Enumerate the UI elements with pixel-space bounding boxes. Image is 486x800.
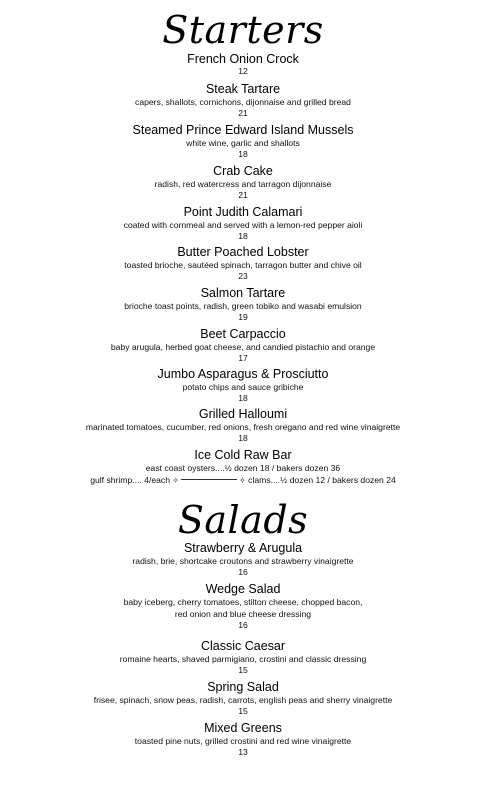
menu-item	[0, 245, 486, 282]
raw-bar-item	[0, 448, 486, 487]
item-price: 21	[238, 108, 248, 118]
item-name: French Onion Crock	[187, 52, 299, 66]
item-name: Classic Caesar	[200, 639, 286, 653]
menu-item	[0, 680, 486, 717]
item-name: Point Judith Calamari	[183, 205, 303, 219]
raw-bar-oysters: east coast oysters....½ dozen 18 / bakers dozen 36	[145, 463, 341, 473]
item-price: 18	[238, 149, 248, 159]
item-description: capers, shallots, cornichons, dijonnaise and grilled bread	[135, 97, 351, 107]
item-description: white wine, garlic and shallots	[186, 138, 300, 148]
item-price: 21	[238, 190, 248, 200]
item-description-line2: red onion and blue cheese dressing	[174, 609, 312, 619]
item-price: 19	[238, 312, 248, 322]
item-name: Ice Cold Raw Bar	[194, 448, 292, 462]
menu-item	[0, 52, 486, 77]
menu-item	[0, 721, 486, 758]
item-price: 15	[238, 706, 248, 716]
item-name: Steamed Prince Edward Island Mussels	[132, 123, 354, 137]
item-description: romaine hearts, shaved parmigiano, crostini and classic dressing	[119, 654, 367, 664]
item-price: 18	[238, 393, 248, 403]
item-price: 18	[238, 433, 248, 443]
starters-title: Starters	[162, 8, 324, 52]
salads-title: Salads	[177, 498, 309, 542]
menu-item	[0, 541, 486, 578]
item-price: 15	[238, 665, 248, 675]
item-description: baby iceberg, cherry tomatoes, stilton cheese, chopped bacon,	[123, 597, 363, 607]
item-name: Butter Poached Lobster	[177, 245, 309, 259]
raw-bar-shrimp: gulf shrimp.... 4/each	[90, 475, 170, 485]
divider	[181, 479, 237, 480]
sparkle-icon: ✧	[239, 476, 246, 485]
raw-bar-clams: clams....½ dozen 12 / bakers dozen 24	[248, 475, 396, 485]
item-description: marinated tomatoes, cucumber, red onions, fresh oregano and red wine vinaigrette	[85, 422, 401, 432]
menu-item	[0, 367, 486, 404]
sparkle-icon: ✧	[172, 476, 180, 485]
item-name: Mixed Greens	[204, 721, 282, 735]
item-description: radish, brie, shortcake croutons and strawberry vinaigrette	[132, 556, 354, 566]
menu-item	[0, 639, 486, 676]
item-price: 16	[238, 620, 248, 630]
item-name: Beet Carpaccio	[200, 327, 286, 341]
menu-item	[0, 582, 486, 631]
menu-item	[0, 286, 486, 323]
item-name: Strawberry & Arugula	[183, 541, 303, 555]
menu-item	[0, 205, 486, 242]
item-description: radish, red watercress and tarragon dijonnaise	[154, 179, 332, 189]
item-name: Steak Tartare	[205, 82, 281, 96]
item-description: toasted brioche, sautéed spinach, tarragon butter and chive oil	[124, 260, 362, 270]
item-description: coated with cornmeal and served with a lemon-red pepper aioli	[123, 220, 363, 230]
item-description: frisee, spinach, snow peas, radish, carrots, english peas and sherry vinaigrette	[93, 695, 393, 705]
item-name: Spring Salad	[207, 680, 279, 694]
item-price: 16	[238, 567, 248, 577]
menu-item	[0, 82, 486, 119]
item-price: 23	[238, 271, 248, 281]
item-name: Wedge Salad	[205, 582, 281, 596]
item-description: toasted pine nuts, grilled crostini and red wine vinaigrette	[134, 736, 352, 746]
item-name: Jumbo Asparagus & Prosciutto	[157, 367, 329, 381]
menu-item	[0, 327, 486, 364]
item-price: 12	[238, 66, 248, 76]
menu-item	[0, 164, 486, 201]
item-price: 18	[238, 231, 248, 241]
item-price: 13	[238, 747, 248, 757]
item-description: baby arugula, herbed goat cheese, and candied pistachio and orange	[110, 342, 376, 352]
raw-bar-shrimp-clams	[0, 474, 486, 487]
item-description: potato chips and sauce gribiche	[182, 382, 304, 392]
item-name: Crab Cake	[213, 164, 273, 178]
item-name: Grilled Halloumi	[198, 407, 288, 421]
menu-item	[0, 407, 486, 444]
item-price: 17	[238, 353, 248, 363]
item-name: Salmon Tartare	[200, 286, 286, 300]
menu-item	[0, 123, 486, 160]
item-description: brioche toast points, radish, green tobiko and wasabi emulsion	[124, 301, 362, 311]
